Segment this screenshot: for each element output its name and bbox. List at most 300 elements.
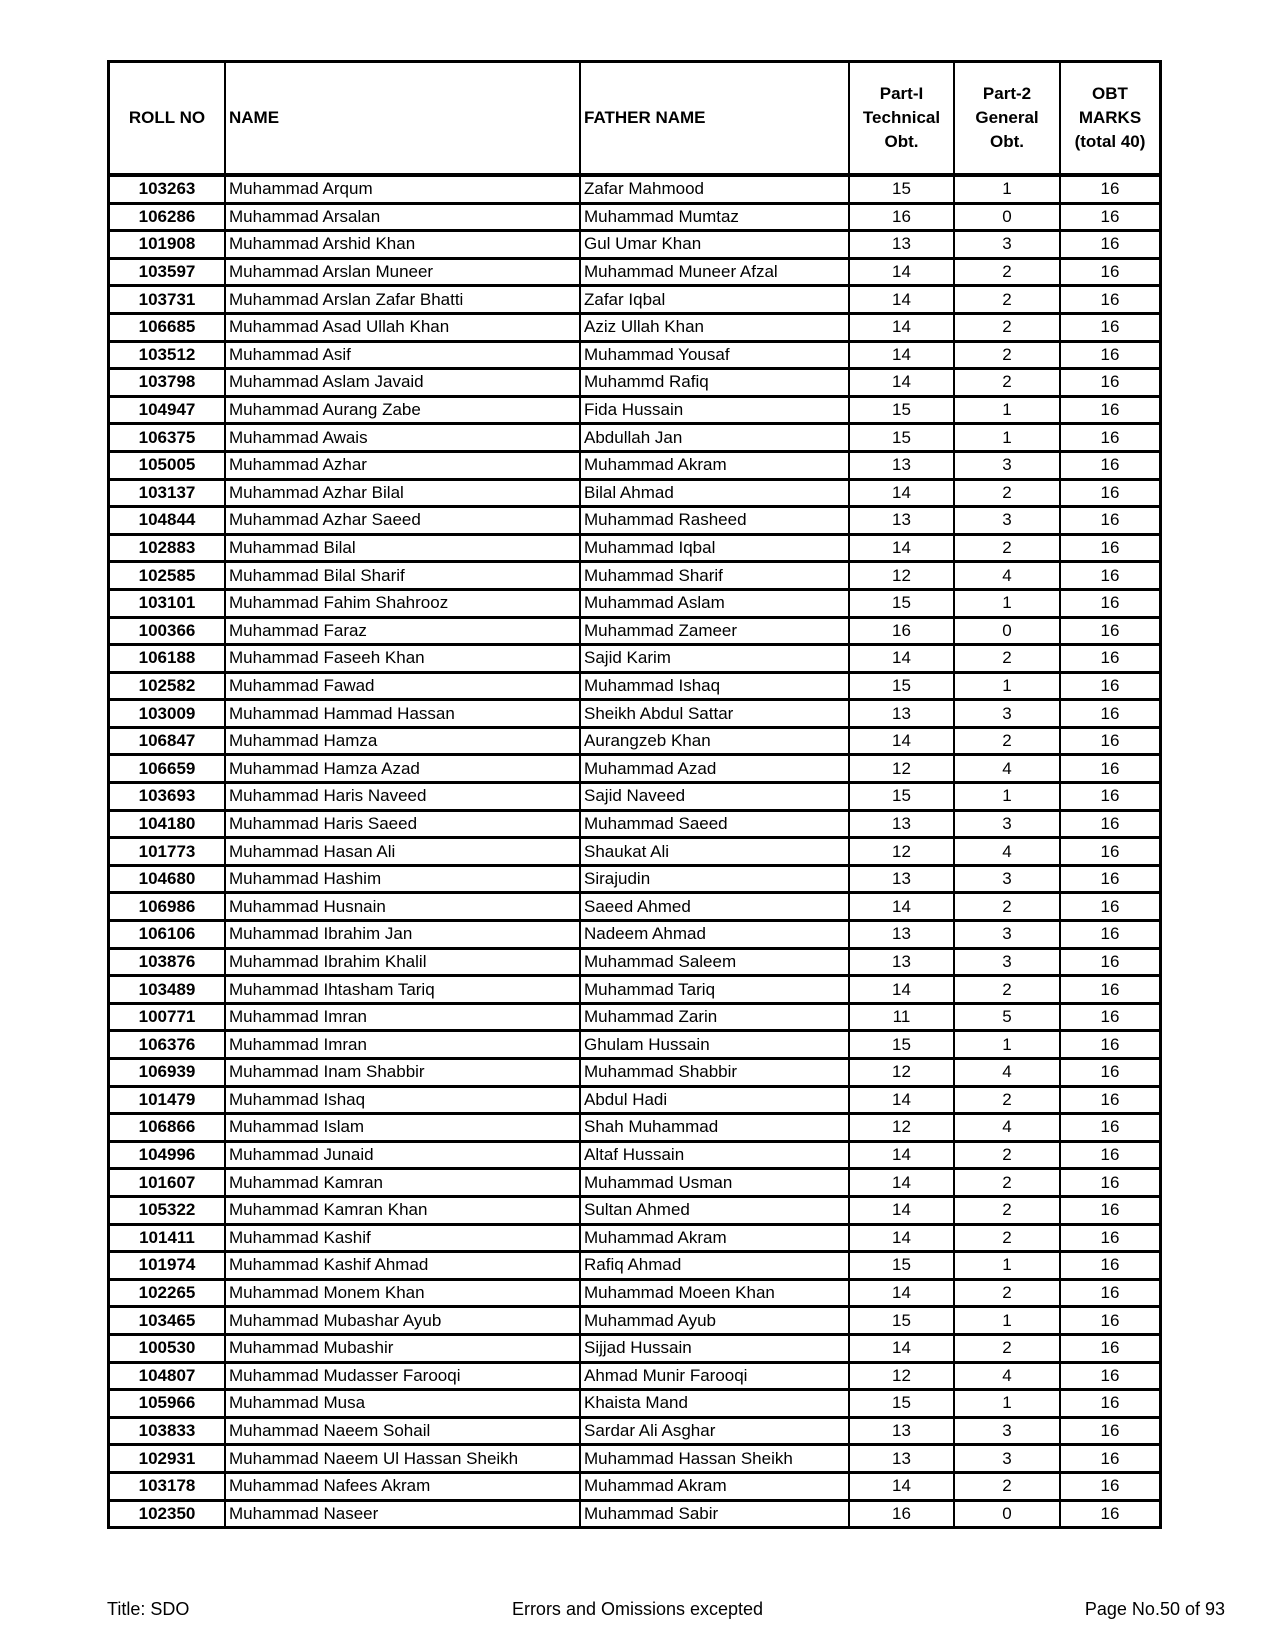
father-name-cell: Muhammad Akram [580,451,849,479]
name-cell: Muhammad Asad Ullah Khan [225,313,580,341]
name-cell: Muhammad Bilal Sharif [225,562,580,590]
father-name-cell: Nadeem Ahmad [580,921,849,949]
part2-score-cell: 1 [954,396,1060,424]
obt-marks-cell: 16 [1060,783,1161,811]
obt-marks-cell: 16 [1060,1169,1161,1197]
father-name-cell: Muhammad Iqbal [580,534,849,562]
roll-no-cell: 100366 [109,617,226,645]
roll-no-cell: 102350 [109,1500,226,1528]
name-cell: Muhammad Mubashir [225,1334,580,1362]
part1-score-cell: 14 [849,1169,954,1197]
father-name-cell: Muhammad Moeen Khan [580,1279,849,1307]
part2-score-cell: 4 [954,562,1060,590]
table-row [109,1417,1161,1445]
obt-marks-cell: 16 [1060,534,1161,562]
table-row [109,313,1161,341]
father-name-cell: Zafar Iqbal [580,286,849,314]
part1-score-cell: 15 [849,175,954,203]
father-name-cell: Muhammad Akram [580,1472,849,1500]
part2-score-cell: 1 [954,1307,1060,1335]
roll-no-cell: 102265 [109,1279,226,1307]
table-row [109,1307,1161,1335]
part1-score-cell: 12 [849,1362,954,1390]
name-cell: Muhammad Asif [225,341,580,369]
father-name-cell: Muhammad Sabir [580,1500,849,1528]
table-row [109,562,1161,590]
obt-marks-cell: 16 [1060,1003,1161,1031]
name-cell: Muhammad Kashif [225,1224,580,1252]
obt-marks-cell: 16 [1060,562,1161,590]
part1-score-cell: 15 [849,1031,954,1059]
header-name: NAME [225,62,580,176]
table-row [109,893,1161,921]
part2-score-cell: 2 [954,1196,1060,1224]
father-name-cell: Sajid Naveed [580,783,849,811]
father-name-cell: Muhammad Tariq [580,976,849,1004]
table-row [109,231,1161,259]
part2-score-cell: 1 [954,1031,1060,1059]
part1-score-cell: 15 [849,783,954,811]
part2-score-cell: 2 [954,1169,1060,1197]
name-cell: Muhammad Kamran [225,1169,580,1197]
roll-no-cell: 106685 [109,313,226,341]
part1-score-cell: 12 [849,562,954,590]
header-obt-marks: OBT MARKS (total 40) [1060,62,1161,176]
obt-marks-cell: 16 [1060,1362,1161,1390]
table-row [109,1334,1161,1362]
part2-score-cell: 3 [954,948,1060,976]
name-cell: Muhammad Awais [225,424,580,452]
roll-no-cell: 101607 [109,1169,226,1197]
part2-score-cell: 1 [954,1390,1060,1418]
roll-no-cell: 103833 [109,1417,226,1445]
roll-no-cell: 103798 [109,369,226,397]
table-row [109,672,1161,700]
father-name-cell: Muhammad Zameer [580,617,849,645]
table-row [109,451,1161,479]
part1-score-cell: 14 [849,1279,954,1307]
part1-score-cell: 13 [849,507,954,535]
father-name-cell: Aziz Ullah Khan [580,313,849,341]
roll-no-cell: 103263 [109,175,226,203]
part1-score-cell: 13 [849,865,954,893]
roll-no-cell: 106866 [109,1114,226,1142]
part1-score-cell: 12 [849,838,954,866]
obt-marks-cell: 16 [1060,341,1161,369]
part2-score-cell: 1 [954,783,1060,811]
roll-no-cell: 106659 [109,755,226,783]
father-name-cell: Muhammad Rasheed [580,507,849,535]
part1-score-cell: 14 [849,1196,954,1224]
part1-score-cell: 14 [849,258,954,286]
obt-marks-cell: 16 [1060,921,1161,949]
part1-score-cell: 12 [849,1114,954,1142]
name-cell: Muhammad Faraz [225,617,580,645]
part2-score-cell: 2 [954,645,1060,673]
obt-marks-cell: 16 [1060,231,1161,259]
father-name-cell: Sultan Ahmed [580,1196,849,1224]
obt-marks-cell: 16 [1060,1445,1161,1473]
part2-score-cell: 2 [954,313,1060,341]
father-name-cell: Abdul Hadi [580,1086,849,1114]
roll-no-cell: 102582 [109,672,226,700]
name-cell: Muhammad Haris Saeed [225,810,580,838]
part2-score-cell: 5 [954,1003,1060,1031]
obt-marks-cell: 16 [1060,1390,1161,1418]
table-row [109,1252,1161,1280]
name-cell: Muhammad Nafees Akram [225,1472,580,1500]
part1-score-cell: 11 [849,1003,954,1031]
father-name-cell: Gul Umar Khan [580,231,849,259]
header-part1-technical: Part-I Technical Obt. [849,62,954,176]
obt-marks-cell: 16 [1060,286,1161,314]
obt-marks-cell: 16 [1060,810,1161,838]
part1-score-cell: 13 [849,921,954,949]
part1-score-cell: 14 [849,313,954,341]
roll-no-cell: 103009 [109,700,226,728]
roll-no-cell: 106106 [109,921,226,949]
part2-score-cell: 3 [954,507,1060,535]
name-cell: Muhammad Kashif Ahmad [225,1252,580,1280]
roll-no-cell: 103731 [109,286,226,314]
obt-marks-cell: 16 [1060,258,1161,286]
table-row [109,810,1161,838]
footer-page-number: Page No.50 of 93 [1084,1599,1225,1619]
father-name-cell: Sardar Ali Asghar [580,1417,849,1445]
part1-score-cell: 14 [849,286,954,314]
name-cell: Muhammad Aurang Zabe [225,396,580,424]
part1-score-cell: 14 [849,893,954,921]
father-name-cell: Muhammad Saeed [580,810,849,838]
roll-no-cell: 101479 [109,1086,226,1114]
father-name-cell: Shaukat Ali [580,838,849,866]
name-cell: Muhammad Husnain [225,893,580,921]
obt-marks-cell: 16 [1060,203,1161,231]
part2-score-cell: 2 [954,341,1060,369]
part2-score-cell: 2 [954,1141,1060,1169]
part1-score-cell: 14 [849,341,954,369]
table-row [109,1279,1161,1307]
part1-score-cell: 14 [849,534,954,562]
part2-score-cell: 2 [954,479,1060,507]
father-name-cell: Muhammad Sharif [580,562,849,590]
part2-score-cell: 2 [954,1334,1060,1362]
name-cell: Muhammad Mubashar Ayub [225,1307,580,1335]
table-row [109,727,1161,755]
roll-no-cell: 106375 [109,424,226,452]
obt-marks-cell: 16 [1060,727,1161,755]
table-row [109,976,1161,1004]
roll-no-cell: 103693 [109,783,226,811]
roll-no-cell: 101974 [109,1252,226,1280]
name-cell: Muhammad Kamran Khan [225,1196,580,1224]
table-row [109,175,1161,203]
name-cell: Muhammad Arslan Muneer [225,258,580,286]
father-name-cell: Sijjad Hussain [580,1334,849,1362]
roll-no-cell: 103512 [109,341,226,369]
father-name-cell: Sirajudin [580,865,849,893]
table-row [109,1003,1161,1031]
roll-no-cell: 102585 [109,562,226,590]
father-name-cell: Muhammad Akram [580,1224,849,1252]
part1-score-cell: 14 [849,727,954,755]
roll-no-cell: 106847 [109,727,226,755]
roll-no-cell: 106286 [109,203,226,231]
roll-no-cell: 106188 [109,645,226,673]
part2-score-cell: 2 [954,1224,1060,1252]
part2-score-cell: 2 [954,258,1060,286]
father-name-cell: Aurangzeb Khan [580,727,849,755]
part1-score-cell: 14 [849,369,954,397]
obt-marks-cell: 16 [1060,1224,1161,1252]
table-row [109,1031,1161,1059]
name-cell: Muhammad Haris Naveed [225,783,580,811]
footer-title: Title: SDO [107,1599,190,1619]
obt-marks-cell: 16 [1060,313,1161,341]
name-cell: Muhammad Inam Shabbir [225,1059,580,1087]
part1-score-cell: 14 [849,1141,954,1169]
part2-score-cell: 1 [954,589,1060,617]
part1-score-cell: 14 [849,976,954,1004]
part2-score-cell: 4 [954,755,1060,783]
obt-marks-cell: 16 [1060,700,1161,728]
name-cell: Muhammad Ishaq [225,1086,580,1114]
name-cell: Muhammad Junaid [225,1141,580,1169]
table-row [109,617,1161,645]
father-name-cell: Muhammad Hassan Sheikh [580,1445,849,1473]
table-row [109,286,1161,314]
father-name-cell: Khaista Mand [580,1390,849,1418]
father-name-cell: Ghulam Hussain [580,1031,849,1059]
obt-marks-cell: 16 [1060,1196,1161,1224]
part2-score-cell: 0 [954,617,1060,645]
part2-score-cell: 3 [954,810,1060,838]
name-cell: Muhammad Imran [225,1031,580,1059]
header-roll-no: ROLL NO [109,62,226,176]
table-row [109,1445,1161,1473]
part2-score-cell: 1 [954,175,1060,203]
part1-score-cell: 14 [849,1472,954,1500]
name-cell: Muhammad Hashim [225,865,580,893]
part1-score-cell: 16 [849,617,954,645]
part1-score-cell: 15 [849,1252,954,1280]
roll-no-cell: 104180 [109,810,226,838]
father-name-cell: Muhammad Mumtaz [580,203,849,231]
part2-score-cell: 1 [954,672,1060,700]
obt-marks-cell: 16 [1060,507,1161,535]
part2-score-cell: 3 [954,1417,1060,1445]
obt-marks-cell: 16 [1060,1141,1161,1169]
part1-score-cell: 16 [849,1500,954,1528]
part2-score-cell: 0 [954,1500,1060,1528]
part1-score-cell: 12 [849,1059,954,1087]
name-cell: Muhammad Azhar [225,451,580,479]
part1-score-cell: 14 [849,1086,954,1114]
roll-no-cell: 100771 [109,1003,226,1031]
name-cell: Muhammad Aslam Javaid [225,369,580,397]
part2-score-cell: 2 [954,893,1060,921]
roll-no-cell: 101908 [109,231,226,259]
table-row [109,783,1161,811]
table-row [109,1500,1161,1528]
name-cell: Muhammad Arslan Zafar Bhatti [225,286,580,314]
father-name-cell: Sheikh Abdul Sattar [580,700,849,728]
part2-score-cell: 2 [954,1086,1060,1114]
roll-no-cell: 106986 [109,893,226,921]
father-name-cell: Saeed Ahmed [580,893,849,921]
father-name-cell: Muhammad Saleem [580,948,849,976]
part1-score-cell: 13 [849,948,954,976]
table-row [109,1362,1161,1390]
roll-no-cell: 103876 [109,948,226,976]
table-row [109,589,1161,617]
part1-score-cell: 15 [849,672,954,700]
obt-marks-cell: 16 [1060,1472,1161,1500]
name-cell: Muhammad Fawad [225,672,580,700]
table-row [109,948,1161,976]
father-name-cell: Abdullah Jan [580,424,849,452]
part1-score-cell: 13 [849,700,954,728]
father-name-cell: Rafiq Ahmad [580,1252,849,1280]
father-name-cell: Muhammad Ishaq [580,672,849,700]
part2-score-cell: 2 [954,534,1060,562]
father-name-cell: Muhammad Azad [580,755,849,783]
table-row [109,1059,1161,1087]
table-row [109,1169,1161,1197]
part1-score-cell: 13 [849,810,954,838]
table-row [109,1114,1161,1142]
father-name-cell: Muhammd Rafiq [580,369,849,397]
part2-score-cell: 3 [954,700,1060,728]
name-cell: Muhammad Islam [225,1114,580,1142]
table-row [109,341,1161,369]
name-cell: Muhammad Bilal [225,534,580,562]
obt-marks-cell: 16 [1060,589,1161,617]
part1-score-cell: 13 [849,231,954,259]
part2-score-cell: 1 [954,1252,1060,1280]
table-row [109,700,1161,728]
name-cell: Muhammad Musa [225,1390,580,1418]
father-name-cell: Fida Hussain [580,396,849,424]
father-name-cell: Sajid Karim [580,645,849,673]
part2-score-cell: 0 [954,203,1060,231]
part2-score-cell: 2 [954,286,1060,314]
part2-score-cell: 1 [954,424,1060,452]
table-row [109,424,1161,452]
obt-marks-cell: 16 [1060,1114,1161,1142]
father-name-cell: Muhammad Aslam [580,589,849,617]
name-cell: Muhammad Hasan Ali [225,838,580,866]
table-row [109,921,1161,949]
header-father-name: FATHER NAME [580,62,849,176]
name-cell: Muhammad Naeem Ul Hassan Sheikh [225,1445,580,1473]
roll-no-cell: 101411 [109,1224,226,1252]
roll-no-cell: 103178 [109,1472,226,1500]
father-name-cell: Zafar Mahmood [580,175,849,203]
father-name-cell: Muhammad Ayub [580,1307,849,1335]
part1-score-cell: 13 [849,1417,954,1445]
part1-score-cell: 15 [849,424,954,452]
part2-score-cell: 2 [954,1279,1060,1307]
obt-marks-cell: 16 [1060,865,1161,893]
part2-score-cell: 4 [954,1114,1060,1142]
part2-score-cell: 3 [954,451,1060,479]
father-name-cell: Bilal Ahmad [580,479,849,507]
obt-marks-cell: 16 [1060,369,1161,397]
roll-no-cell: 100530 [109,1334,226,1362]
table-row [109,838,1161,866]
part2-score-cell: 2 [954,976,1060,1004]
father-name-cell: Muhammad Muneer Afzal [580,258,849,286]
obt-marks-cell: 16 [1060,1417,1161,1445]
father-name-cell: Muhammad Yousaf [580,341,849,369]
name-cell: Muhammad Mudasser Farooqi [225,1362,580,1390]
obt-marks-cell: 16 [1060,672,1161,700]
name-cell: Muhammad Naseer [225,1500,580,1528]
roll-no-cell: 104947 [109,396,226,424]
father-name-cell: Ahmad Munir Farooqi [580,1362,849,1390]
roll-no-cell: 101773 [109,838,226,866]
obt-marks-cell: 16 [1060,451,1161,479]
part2-score-cell: 3 [954,1445,1060,1473]
name-cell: Muhammad Arshid Khan [225,231,580,259]
name-cell: Muhammad Arsalan [225,203,580,231]
header-part2-general: Part-2 General Obt. [954,62,1060,176]
obt-marks-cell: 16 [1060,976,1161,1004]
table-row [109,534,1161,562]
roll-no-cell: 102883 [109,534,226,562]
part1-score-cell: 15 [849,1390,954,1418]
roll-no-cell: 104844 [109,507,226,535]
roll-no-cell: 104996 [109,1141,226,1169]
father-name-cell: Shah Muhammad [580,1114,849,1142]
obt-marks-cell: 16 [1060,1059,1161,1087]
roll-no-cell: 103101 [109,589,226,617]
part1-score-cell: 14 [849,645,954,673]
father-name-cell: Altaf Hussain [580,1141,849,1169]
footer-notice: Errors and Omissions excepted [511,1599,764,1619]
obt-marks-cell: 16 [1060,1500,1161,1528]
obt-marks-cell: 16 [1060,479,1161,507]
table-row [109,1086,1161,1114]
part2-score-cell: 3 [954,231,1060,259]
obt-marks-cell: 16 [1060,755,1161,783]
roll-no-cell: 105322 [109,1196,226,1224]
roll-no-cell: 105005 [109,451,226,479]
roll-no-cell: 103465 [109,1307,226,1335]
obt-marks-cell: 16 [1060,645,1161,673]
name-cell: Muhammad Ihtasham Tariq [225,976,580,1004]
table-row [109,1224,1161,1252]
part1-score-cell: 14 [849,1334,954,1362]
name-cell: Muhammad Azhar Saeed [225,507,580,535]
name-cell: Muhammad Ibrahim Jan [225,921,580,949]
name-cell: Muhammad Naeem Sohail [225,1417,580,1445]
table-row [109,258,1161,286]
name-cell: Muhammad Fahim Shahrooz [225,589,580,617]
father-name-cell: Muhammad Shabbir [580,1059,849,1087]
name-cell: Muhammad Imran [225,1003,580,1031]
obt-marks-cell: 16 [1060,1252,1161,1280]
part1-score-cell: 15 [849,589,954,617]
table-row [109,865,1161,893]
obt-marks-cell: 16 [1060,396,1161,424]
obt-marks-cell: 16 [1060,1307,1161,1335]
part2-score-cell: 2 [954,369,1060,397]
roll-no-cell: 105966 [109,1390,226,1418]
father-name-cell: Muhammad Zarin [580,1003,849,1031]
results-table [107,60,1162,1529]
